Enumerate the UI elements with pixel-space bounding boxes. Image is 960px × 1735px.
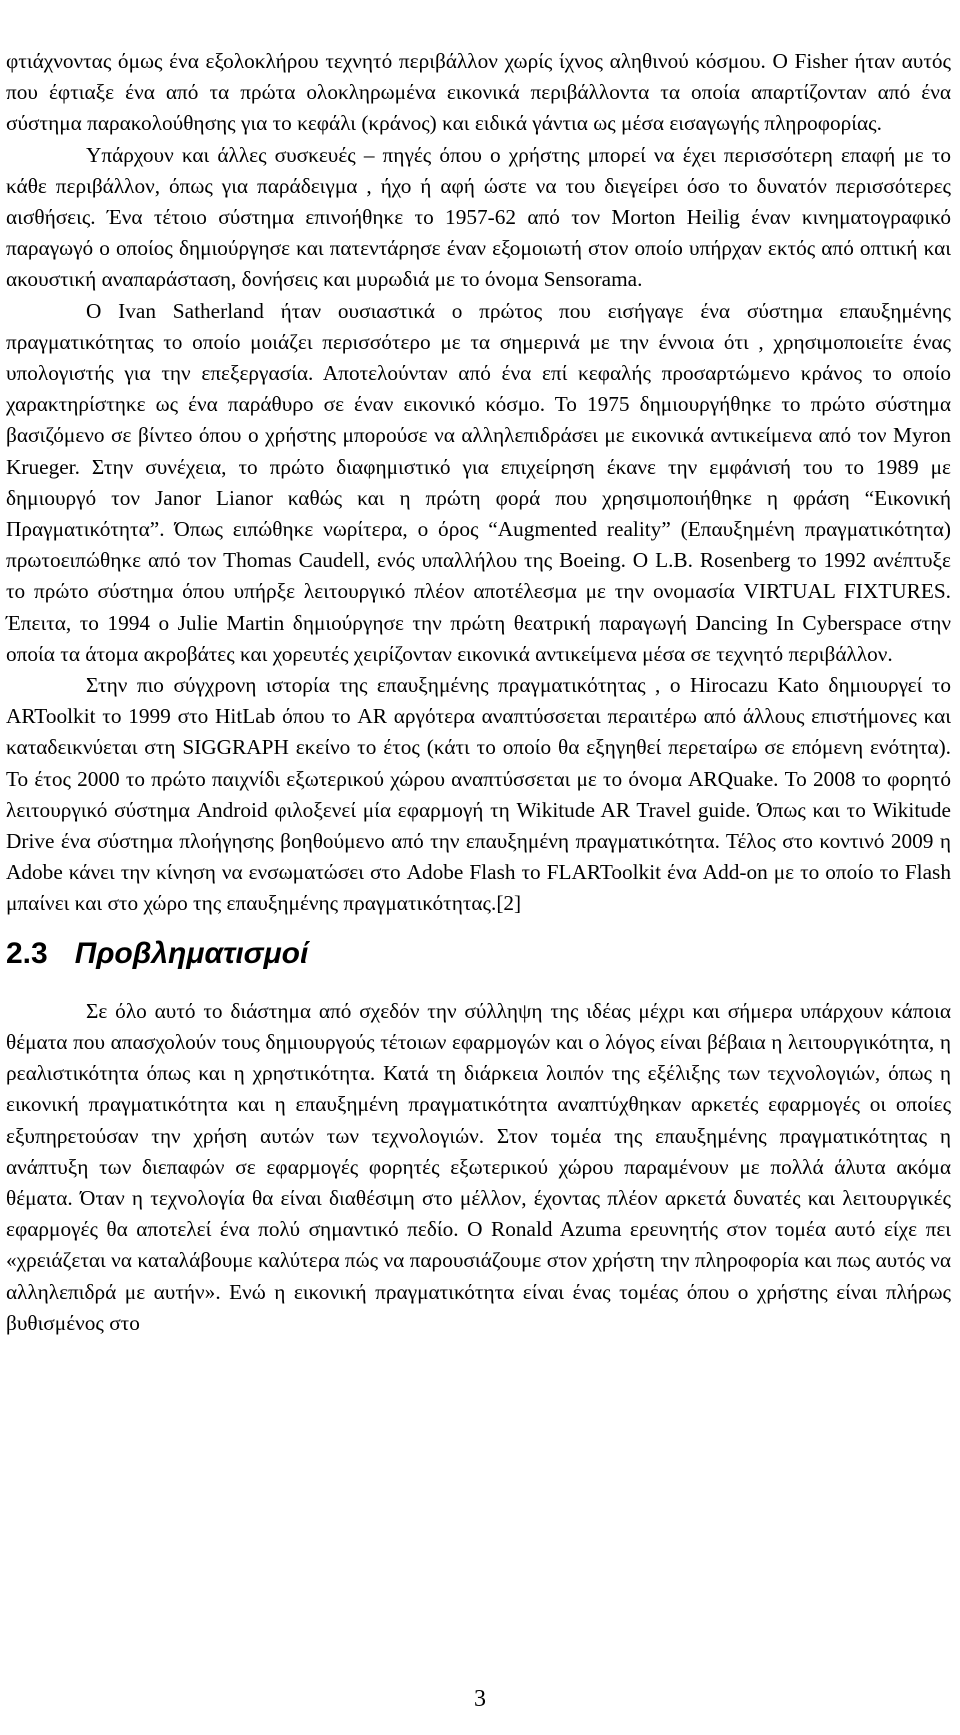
section-heading <box>6 936 951 972</box>
paragraph-sutherland-history: Ο Ivan Satherland ήταν ουσιαστικά ο πρώτος που εισήγαγε ένα σύστημα επαυξημένης πραγματικότητας το οποίο μοιάζει περισσότερο με τα σημερινά με την έννοια ότι , χρησιμοποιείτε ένας υπολογιστής για την επεξεργασία. Αποτελούνταν από ένα επί κεφαλής προσαρτώμενο κράνος το οποίο χαρακτηρίστηκε ως ένα παράθυρο σε έναν εικονικό κόσμο. Το 1975 δημιουργήθηκε το πρώτο σύστημα βασιζόμενο σε βίντεο όπου ο χρήστης μπορούσε να αλληλεπιδράσει με εικονικά αντικείμενα από τον Myron Krueger. Στην συνέχεια, το πρώτο διαφημιστικό για επιχείρηση έκανε την εμφάνισή του το 1989 με δημιουργό τον Janor Lianor καθώς και η πρώτη φορά που χρησιμοποιήθηκε η φράση “Εικονική Πραγματικότητα”. Όπως ειπώθηκε νωρίτερα, ο όρος “Augmented reality” (Επαυξημένη πραγματικότητα) πρωτοειπώθηκε από τον Thomas Caudell, ενός υπαλλήλου της Boeing. Ο L.B. Rosenberg το 1992 ανέπτυξε το πρώτο σύστημα όπου υπήρξε λειτουργικό πλέον αποτέλεσμα με την ονομασία VIRTUAL FIXTURES. Έπειτα, το 1994 ο Julie Martin δημιούργησε την πρώτη θεατρική παραγωγή Dancing In Cyberspace στην οποία τα άτομα ακροβάτες και χορευτές χειρίζονταν εικονικά αντικείμενα μέσα σε τεχνητό περιβάλλον. <box>6 298 951 666</box>
paragraph-fisher: φτιάχνοντας όμως ένα εξολοκλήρου τεχνητό περιβάλλον χωρίς ίχνος αληθινού κόσμου. Ο Fisher ήταν αυτός που έφτιαξε ένα από τα πρώτα ολοκληρωμένα εικονικά περιβάλλοντα τα οποία απαρτίζονταν από ένα σύστημα παρακολούθησης για το κεφάλι (κράνος) και ειδικά γάντια ως μέσα εισαγωγής πληροφορίας. <box>6 49 951 136</box>
paragraph-devices-sensorama: Υπάρχουν και άλλες συσκευές – πηγές όπου ο χρήστης μπορεί να έχει περισσότερη επαφή με το κάθε περιβάλλον, όπως για παράδειγμα , ήχο ή αφή ώστε να του διεγείρει όσο το δυνατόν περισσότερες αισθήσεις. Ένα τέτοιο σύστημα επινοήθηκε το 1957-62 από τον Morton Heilig έναν κινηματογραφικό παραγωγό ο οποίος δημιούργησε και πατεντάρησε έναν εξομοιωτή στον οποίο υπήρχαν εκτός από οπτική και ακουστική αναπαράσταση, δονήσεις και μυρωδιά με το όνομα Sensorama. <box>6 142 951 292</box>
paragraph-modern-history: Στην πιο σύγχρονη ιστορία της επαυξημένης πραγματικότητας , ο Hirocazu Kato δημιουργεί το ARToolkit το 1999 στο HitLab όπου το AR αργότερα αναπτύσσεται περαιτέρω από άλλους επιστήμονες και καταδεικνύεται στη SIGGRAPH εκείνο το έτος (κάτι το οποίο θα εξηγηθεί περεταίρω σε επόμενη ενότητα). Το έτος 2000 το πρώτο παιχνίδι εξωτερικού χώρου αναπτύσσεται με το όνομα ARQuake. Το 2008 το φορητό λειτουργικό σύστημα Android φιλοξενεί μία εφαρμογή τη Wikitude AR Travel guide. Όπως και το Wikitude Drive ένα σύστημα πλοήγησης βοηθούμενο από την επαυξημένη πραγματικότητα. Τέλος στο κοντινό 2009 η Adobe κάνει την κίνηση να ενσωματώσει στο Adobe Flash το FLARToolkit ένα Add-on με το οποίο το Flash μπαίνει και στο χώρο της επαυξημένης πραγματικότητας.[2] <box>6 673 951 916</box>
section-title: Προβληματισμοί <box>74 936 309 970</box>
section-number: 2.3 <box>6 936 48 970</box>
page-number: 3 <box>474 1686 486 1712</box>
paragraph-concerns: Σε όλο αυτό το διάστημα από σχεδόν την σύλληψη της ιδέας μέχρι και σήμερα υπάρχουν κάποια θέματα που απασχολούν τους δημιουργούς τέτοιων εφαρμογών και ο λόγος είναι βέβαια η λειτουργικότητα, η ρεαλιστικότητα όπως και η χρηστικότητα. Κατά τη διάρκεια λοιπόν της εξέλιξης των τεχνολογιών, όπως η εικονική πραγματικότητα και η επαυξημένη πραγματικότητα αναπτύχθηκαν αρκετές εφαρμογές οι οποίες εξυπηρετούσαν την χρήση αυτών των τεχνολογιών. Στον τομέα της επαυξημένης πραγματικότητας η ανάπτυξη των διεπαφών σε εφαρμογές φορητές εξωτερικού χώρου παραμένουν με πολλά άλυτα ακόμα θέματα. Όταν η τεχνολογία θα είναι διαθέσιμη στο μέλλον, έχοντας πλέον αρκετά δυνατές και λειτουργικές εφαρμογές θα αποτελεί ένα πολύ σημαντικό πεδίο. Ο Ronald Azuma ερευνητής στον τομέα αυτό είχε πει «χρειάζεται να καταλάβουμε καλύτερα πώς να παρουσιάζουμε στον χρήστη την πληροφορία και πως αυτός να αλληλεπιδρά με αυτήν». Ενώ η εικονική πραγματικότητα είναι ένας τομέας όπου ο χρήστης είναι πλήρως βυθισμένος στο <box>6 998 951 1335</box>
